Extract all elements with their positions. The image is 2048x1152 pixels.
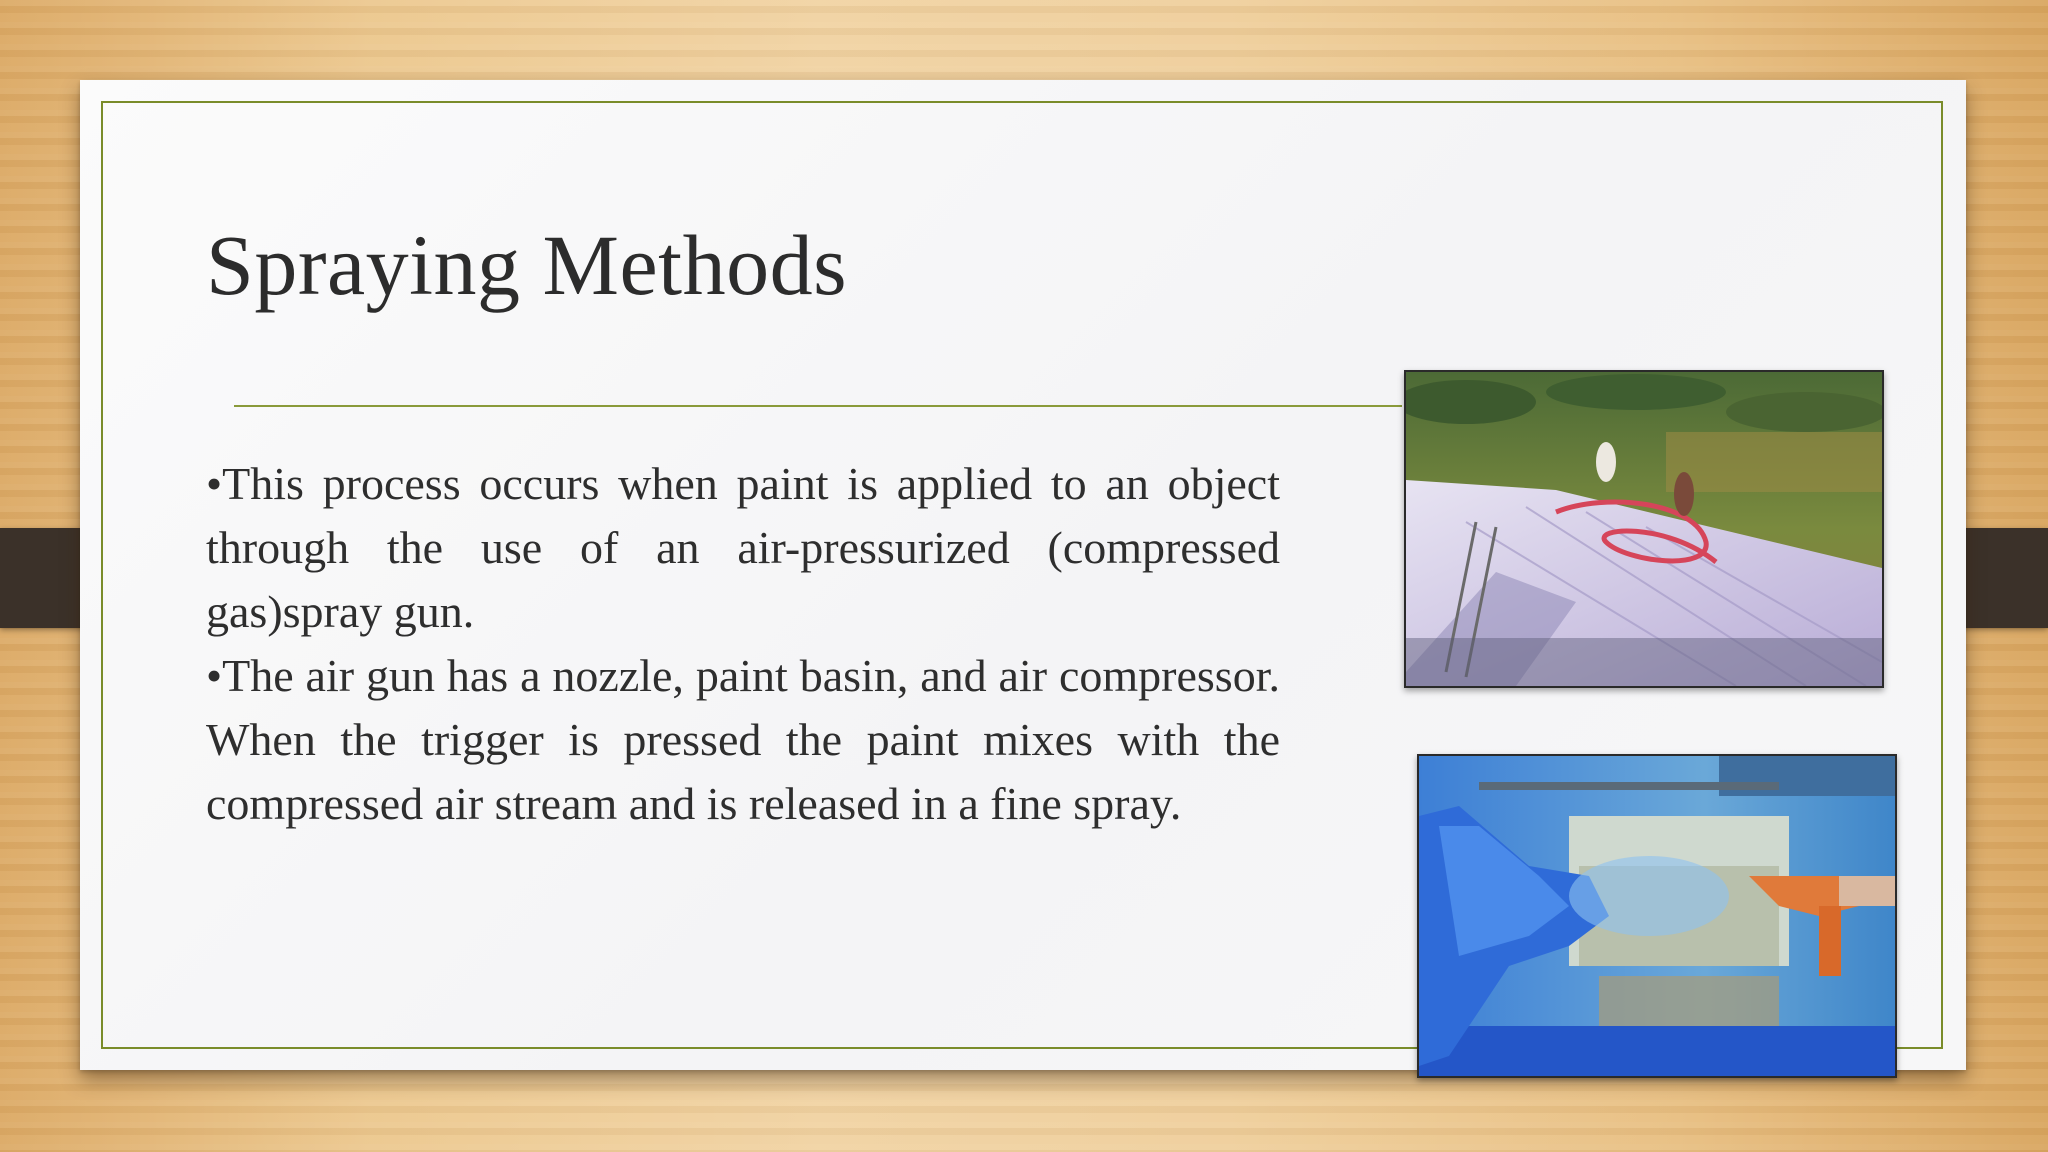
bullet-2: •The air gun has a nozzle, paint basin, and air compressor. When the trigger is pressed the paint mixes with the compressed air stream and is released in a fine spray. bbox=[206, 650, 1280, 829]
body-text bbox=[206, 452, 1280, 836]
roof-spraying-photo bbox=[1404, 370, 1884, 688]
title-divider bbox=[234, 405, 1402, 407]
bullet-1: •This process occurs when paint is applied to an object through the use of an air-pressurized (compressed gas)spray gun. bbox=[206, 458, 1280, 637]
spray-gun-photo bbox=[1417, 754, 1897, 1078]
slide-title: Spraying Methods bbox=[206, 217, 848, 313]
